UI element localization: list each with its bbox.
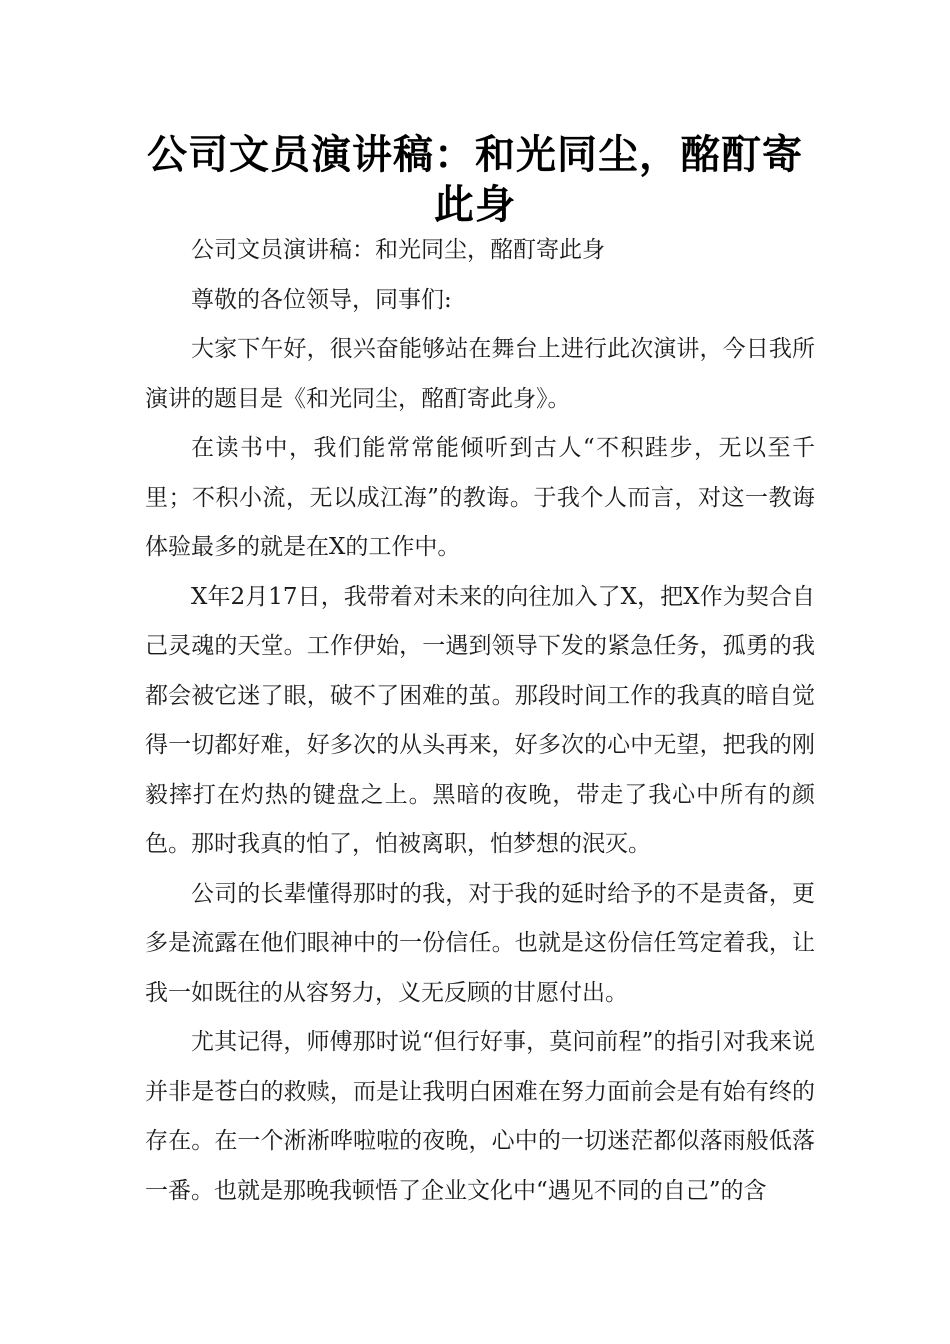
document-title: 公司文员演讲稿：和光同尘，酩酊寄此身	[147, 132, 803, 228]
paragraph-salutation: 尊敬的各位领导，同事们:	[191, 286, 452, 313]
paragraph-subtitle: 公司文员演讲稿：和光同尘，酩酊寄此身	[191, 237, 605, 263]
paragraph: X年2月17日，我带着对未来的向往加入了X，把X作为契合自己灵魂的天堂。工作伊始，一遇到领导下发的紧急任务，孤勇的我都会被它迷了眼，破不了困难的茧。那段时间工作的我真的暗自觉得一切都好难，好多次的从头再来，好多次的心中无望，把我的刚毅摔打在灼热的键盘之上。黑暗的夜晚，带走了我心中所有的颜色。那时我真的怕了，怕被离职，怕梦想的泯灭。	[145, 583, 815, 857]
paragraph: 公司的长辈懂得那时的我，对于我的延时给予的不是责备，更多是流露在他们眼神中的一份信任。也就是这份信任笃定着我，让我一如既往的从容努力，义无反顾的甘愿付出。	[145, 880, 815, 1006]
paragraph: 尤其记得，师傅那时说“但行好事，莫问前程”的指引对我来说并非是苍白的救赎，而是让我明白困难在努力面前会是有始有终的存在。在一个淅淅哗啦啦的夜晚，心中的一切迷茫都似落雨般低落一番。也就是那晚我顿悟了企业文化中“遇见不同的自己”的含	[145, 1029, 815, 1204]
paragraph: 在读书中，我们能常常能倾听到古人“不积跬步，无以至千里；不积小流，无以成江海”的教诲。于我个人而言，对这一教诲体验最多的就是在X的工作中。	[145, 435, 815, 560]
document-body	[145, 226, 815, 1216]
paragraph: 大家下午好，很兴奋能够站在舞台上进行此次演讲，今日我所演讲的题目是《和光同尘，酩酊寄此身》。	[145, 336, 815, 412]
